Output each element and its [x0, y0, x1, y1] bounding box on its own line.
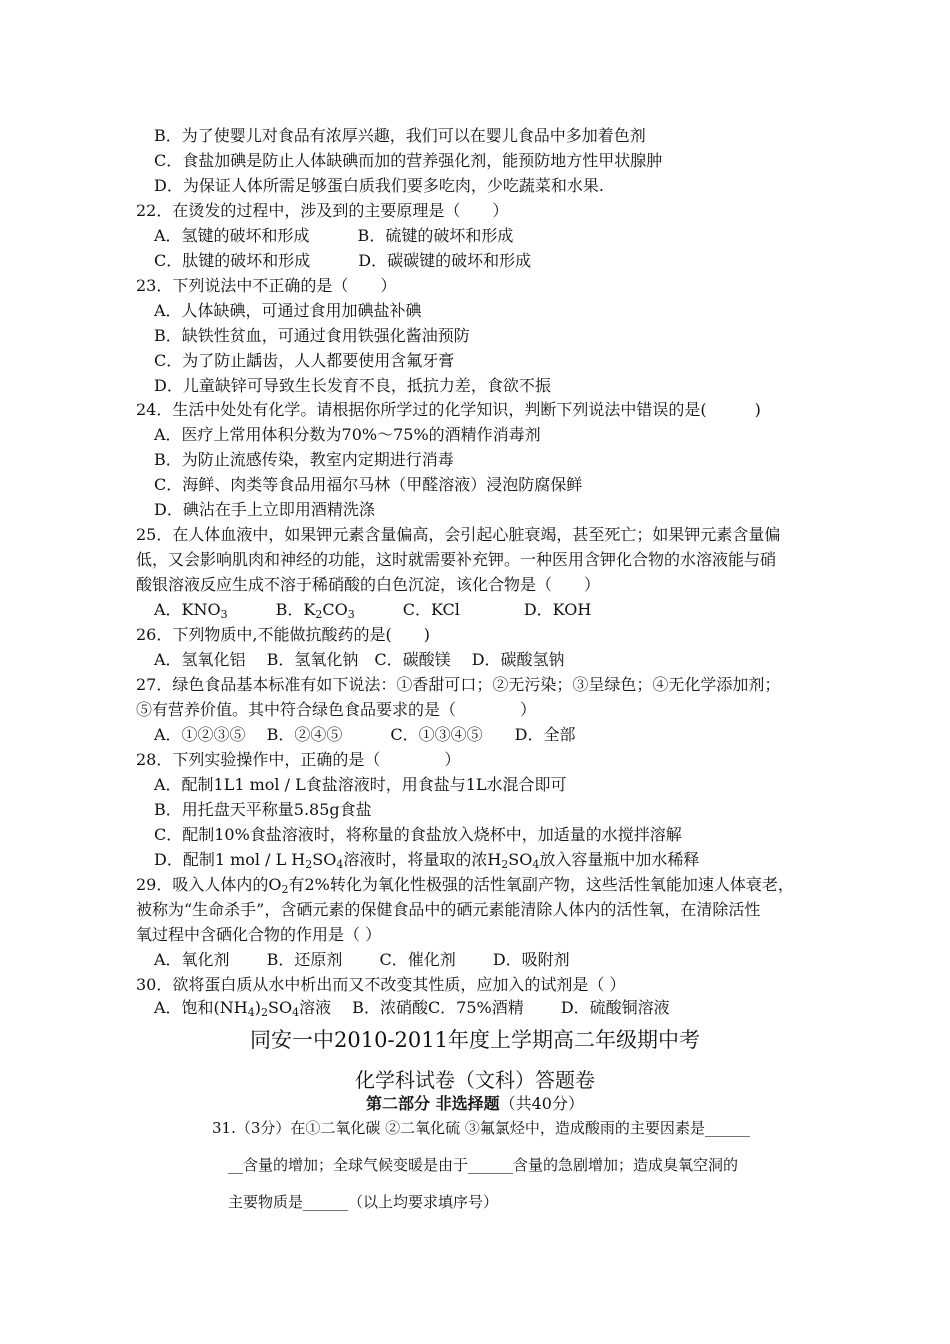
- exam-title: 同安一中2010-2011年度上学期高二年级期中考: [250, 1028, 700, 1052]
- text-run: 被称为“生命杀手”，含硒元素的保健食品中的硒元素能清除人体内的活性氧，在清除活性: [136, 900, 761, 919]
- exam-subtitle: 化学科试卷（文科）答题卷: [355, 1068, 595, 1092]
- text-line: [136, 900, 760, 920]
- text-run: 放入容量瓶中加水稀释: [539, 850, 700, 869]
- subscript: 2: [501, 858, 509, 871]
- text-run: CO: [322, 600, 348, 619]
- text-line: [136, 625, 430, 645]
- text-run: D．儿童缺锌可导致生长发育不良，抵抗力差，食欲不振: [154, 376, 551, 395]
- text-line: [154, 226, 513, 246]
- text-line: [136, 276, 396, 296]
- section-note: （共40分）: [499, 1094, 584, 1113]
- text-run: A．人体缺碘，可通过食用加碘盐补碘: [154, 301, 422, 320]
- text-run: 23．下列说法中不正确的是（ ）: [136, 276, 397, 295]
- text-run: SO: [268, 998, 293, 1017]
- text-line: [154, 775, 567, 795]
- text-run: 24．生活中处处有化学。请根据你所学过的化学知识，判断下列说法中错误的是( ): [136, 400, 761, 419]
- text-line: [136, 400, 761, 420]
- text-line: [136, 925, 381, 945]
- text-line: [136, 575, 600, 595]
- text-line: [154, 500, 375, 520]
- text-run: 26．下列物质中,不能做抗酸药的是( ): [136, 625, 430, 644]
- subscript: 3: [347, 608, 355, 621]
- text-line: [154, 351, 454, 371]
- text-line: [154, 850, 699, 870]
- text-run: 溶液 B．浓硝酸C．75%酒精 D．硫酸铜溶液: [299, 998, 670, 1017]
- text-line: [154, 800, 372, 820]
- text-line: [154, 425, 541, 445]
- text-line: [136, 750, 460, 770]
- text-run: A．饱和(NH: [154, 998, 248, 1017]
- subscript: 2: [305, 858, 313, 871]
- text-line: [154, 725, 575, 745]
- text-run: C．肽键的破坏和形成 D．碳碳键的破坏和形成: [154, 251, 532, 270]
- section-heading: [0, 1093, 950, 1115]
- text-line: [154, 475, 582, 495]
- text-run: 25．在人体血液中，如果钾元素含量偏高，会引起心脏衰竭，甚至死亡；如果钾元素含量偏: [136, 525, 781, 544]
- text-line: [154, 301, 422, 321]
- text-line: [136, 700, 536, 720]
- text-run: C．KCl D．KOH: [354, 600, 592, 619]
- text-line: [154, 650, 565, 670]
- text-line: [154, 251, 531, 271]
- text-run: A．氧化剂 B．还原剂 C．催化剂 D．吸附剂: [154, 950, 570, 969]
- subscript: 4: [292, 1006, 300, 1019]
- text-line: [154, 825, 682, 845]
- text-run: A．氢键的破坏和形成 B．硫键的破坏和形成: [154, 226, 514, 245]
- subscript: 3: [220, 608, 228, 621]
- text-line: [154, 998, 670, 1018]
- text-line: [154, 126, 646, 146]
- text-line: [154, 600, 591, 620]
- text-run: 低，又会影响肌肉和神经的功能，这时就需要补充钾。一种医用含钾化合物的水溶液能与硝: [136, 550, 777, 569]
- text-run: C．海鲜、肉类等食品用福尔马林（甲醛溶液）浸泡防腐保鲜: [154, 475, 583, 494]
- text-line: [154, 326, 470, 346]
- text-run: 溶液时，将量取的浓H: [343, 850, 502, 869]
- text-run: B．为了使婴儿对食品有浓厚兴趣，我们可以在婴儿食品中多加着色剂: [154, 126, 646, 145]
- text-line: [136, 525, 780, 545]
- text-line: [136, 550, 776, 570]
- text-run: D．配制1 mol / L H: [154, 850, 306, 869]
- text-run: A．KNO: [154, 600, 221, 619]
- text-run: A．①②③⑤ B．②④⑤ C．①③④⑤ D．全部: [154, 725, 576, 744]
- text-run: B．K: [227, 600, 316, 619]
- text-run: B．缺铁性贫血，可通过食用铁强化酱油预防: [154, 326, 470, 345]
- text-line: [154, 376, 551, 396]
- text-run: A．配制1L1 mol / L食盐溶液时，用食盐与1L水混合即可: [154, 775, 567, 794]
- text-run: A．氢氧化铝 B．氢氧化钠 C．碳酸镁 D．碳酸氢钠: [154, 650, 565, 669]
- subscript: 2: [281, 883, 289, 896]
- text-run: B．用托盘天平称量5.85g食盐: [154, 800, 372, 819]
- text-line: [154, 450, 454, 470]
- text-run: ⑤有营养价值。其中符合绿色食品要求的是（ ）: [136, 700, 537, 719]
- text-run: 29．吸入人体内的O: [136, 875, 282, 894]
- text-line: [154, 950, 570, 970]
- question-31-line-3: 主要物质是______（以上均要求填序号）: [228, 1193, 499, 1211]
- subscript: 2: [261, 1006, 269, 1019]
- text-run: 酸银溶液反应生成不溶于稀硝酸的白色沉淀，该化合物是（ ）: [136, 575, 601, 594]
- question-31-line-2: __含量的增加；全球气候变暖是由于______含量的急剧增加；造成臭氧空洞的: [228, 1156, 739, 1174]
- text-run: D．为保证人体所需足够蛋白质我们要多吃肉，少吃蔬菜和水果.: [154, 176, 604, 195]
- text-line: [136, 201, 508, 221]
- text-run: C．食盐加碘是防止人体缺碘而加的营养强化剂，能预防地方性甲状腺肿: [154, 151, 663, 170]
- text-run: C．为了防止龋齿，人人都要使用含氟牙膏: [154, 351, 455, 370]
- subscript: 4: [336, 858, 344, 871]
- text-run: 28．下列实验操作中，正确的是（ ）: [136, 750, 461, 769]
- subscript: 2: [315, 608, 323, 621]
- text-line: [136, 875, 794, 895]
- text-run: A．医疗上常用体积分数为70%～75%的酒精作消毒剂: [154, 425, 541, 444]
- text-line: [154, 151, 662, 171]
- text-run: 有2%转化为氧化性极强的活性氧副产物，这些活性氧能加速人体衰老，: [288, 875, 794, 894]
- text-line: [136, 675, 780, 695]
- text-run: 22．在烫发的过程中，涉及到的主要原理是（ ）: [136, 201, 509, 220]
- text-run: D．碘沾在手上立即用酒精洗涤: [154, 500, 375, 519]
- text-run: SO: [508, 850, 533, 869]
- text-line: [154, 176, 604, 196]
- text-line: [136, 975, 625, 995]
- text-run: C．配制10%食盐溶液时，将称量的食盐放入烧杯中，加适量的水搅拌溶解: [154, 825, 682, 844]
- question-31-line-1: 31.（3分）在①二氧化碳 ②二氧化硫 ③氟氯烃中，造成酸雨的主要因素是______: [212, 1119, 750, 1137]
- section-title: 第二部分 非选择题: [366, 1094, 500, 1113]
- text-run: 30．欲将蛋白质从水中析出而又不改变其性质，应加入的试剂是（ ）: [136, 975, 626, 994]
- subscript: 4: [532, 858, 540, 871]
- subscript: 4: [247, 1006, 255, 1019]
- text-run: B．为防止流感传染，教室内定期进行消毒: [154, 450, 454, 469]
- text-run: 氧过程中含硒化合物的作用是（ ）: [136, 925, 382, 944]
- text-run: ): [254, 998, 262, 1017]
- text-run: 27．绿色食品基本标准有如下说法：①香甜可口；②无污染；③呈绿色；④无化学添加剂；: [136, 675, 781, 694]
- text-run: SO: [312, 850, 337, 869]
